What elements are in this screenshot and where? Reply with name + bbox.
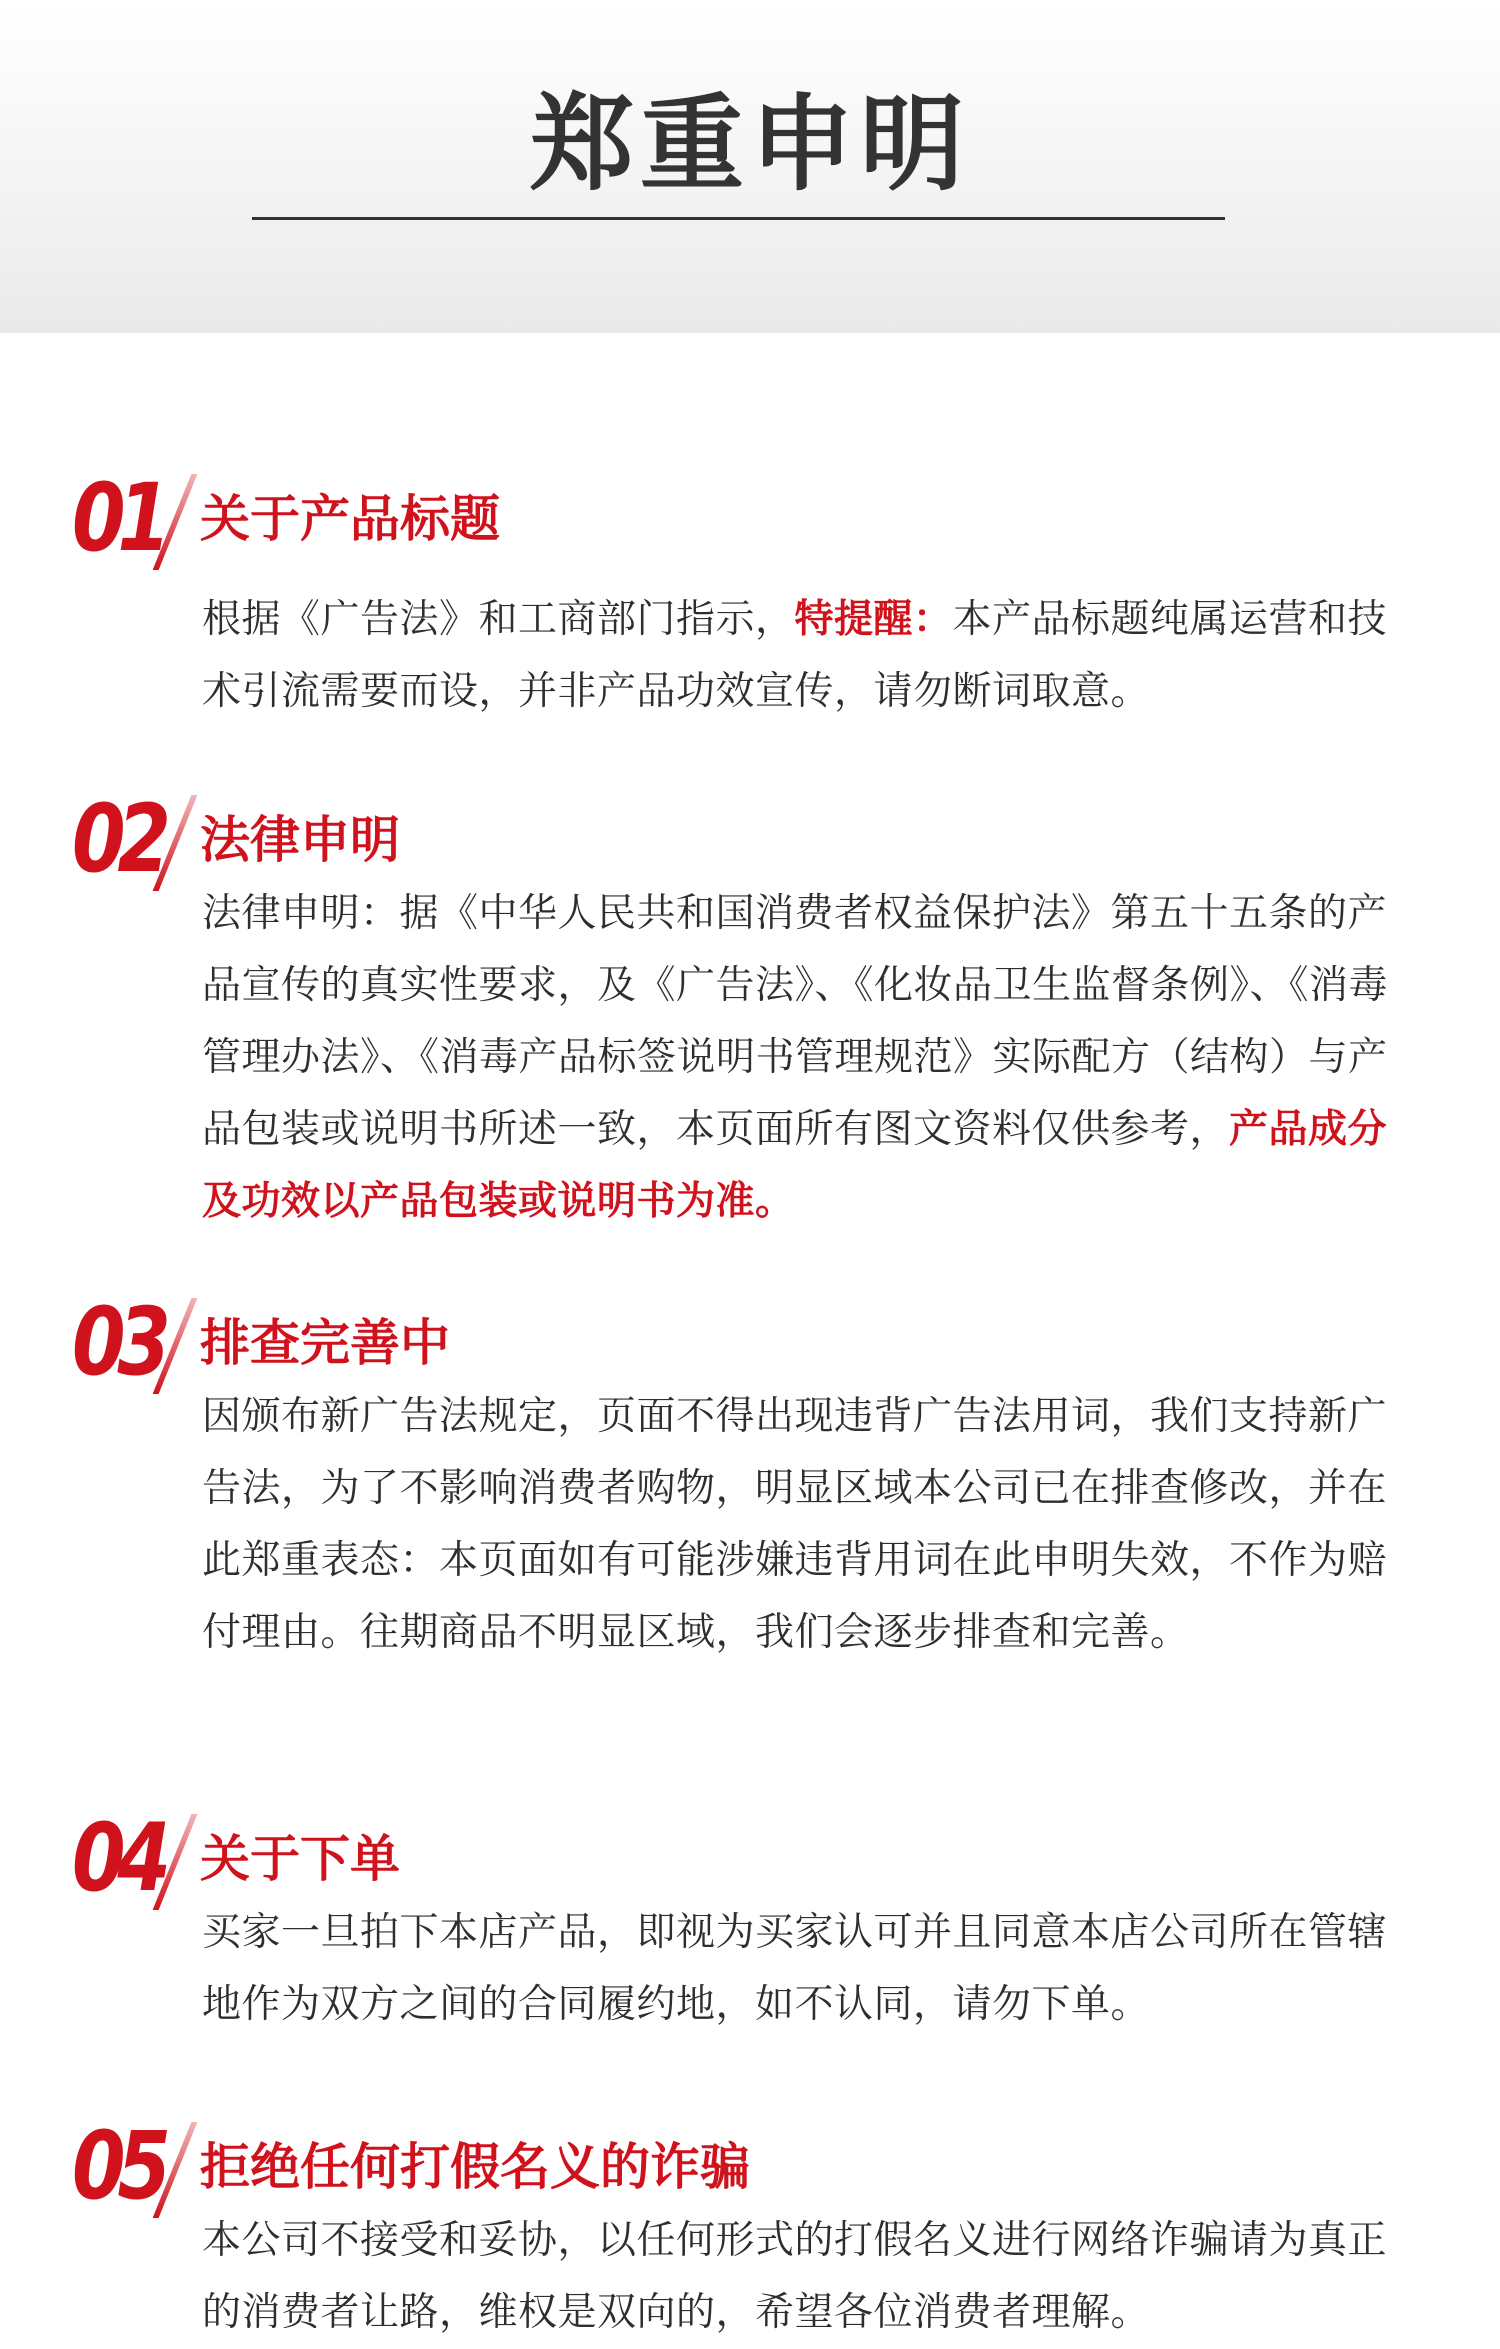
page-header: [0, 0, 1500, 333]
body-text: 法律申明：据《中华人民共和国消费者权益保护法》第五十五条的产品宣传的真实性要求，及《广告法》、《化妆品卫生监督条例》、《消毒管理办法》、《消毒产品标签说明书管理规范》实际配方（结构）与产品包装或说明书所述一致，本页面所有图文资料仅供参考，: [202, 891, 1389, 1152]
section-body: [202, 878, 1397, 1238]
body-text-continued: 本产品标题纯属运营和技术引流需要而设，并非产品功效宣传，请勿断词取意。: [202, 597, 1388, 714]
section-heading: 拒绝任何打假名义的诈骗: [200, 2138, 750, 2196]
title-underline: [252, 217, 1225, 220]
section-number: 01: [72, 464, 163, 573]
body-text: 根据《广告法》和工商部门指示，: [202, 597, 795, 642]
section-body: 本公司不接受和妥协，以任何形式的打假名义进行网络诈骗请为真正的消费者让路，维权是双向的，希望各位消费者理解。: [202, 2218, 1388, 2335]
section-number: 02: [72, 785, 163, 894]
section-number: 05: [72, 2112, 163, 2221]
section-body: 因颁布新广告法规定，页面不得出现违背广告法用词，我们支持新广告法，为了不影响消费者购物，明显区域本公司已在排查修改，并在此郑重表态：本页面如有可能涉嫌违背用词在此申明失效，不作为赔付理由。往期商品不明显区域，我们会逐步排查和完善。: [202, 1394, 1388, 1655]
body-highlight: 特提醒：: [794, 597, 953, 642]
section-number: 04: [72, 1804, 163, 1913]
section-heading: 关于下单: [200, 1830, 400, 1888]
section-heading: 关于产品标题: [200, 490, 500, 548]
section-body: 买家一旦拍下本店产品，即视为买家认可并且同意本店公司所在管辖地作为双方之间的合同履约地，如不认同，请勿下单。: [202, 1910, 1388, 2027]
section-heading: 法律申明: [200, 811, 400, 869]
section-heading: 排查完善中: [200, 1314, 450, 1372]
section-number: 03: [72, 1288, 163, 1397]
page-title: 郑重申明: [529, 83, 970, 205]
body-highlight: 产品成分及功效以产品包装或说明书为准。: [202, 1107, 1388, 1224]
section-body: [202, 584, 1397, 728]
